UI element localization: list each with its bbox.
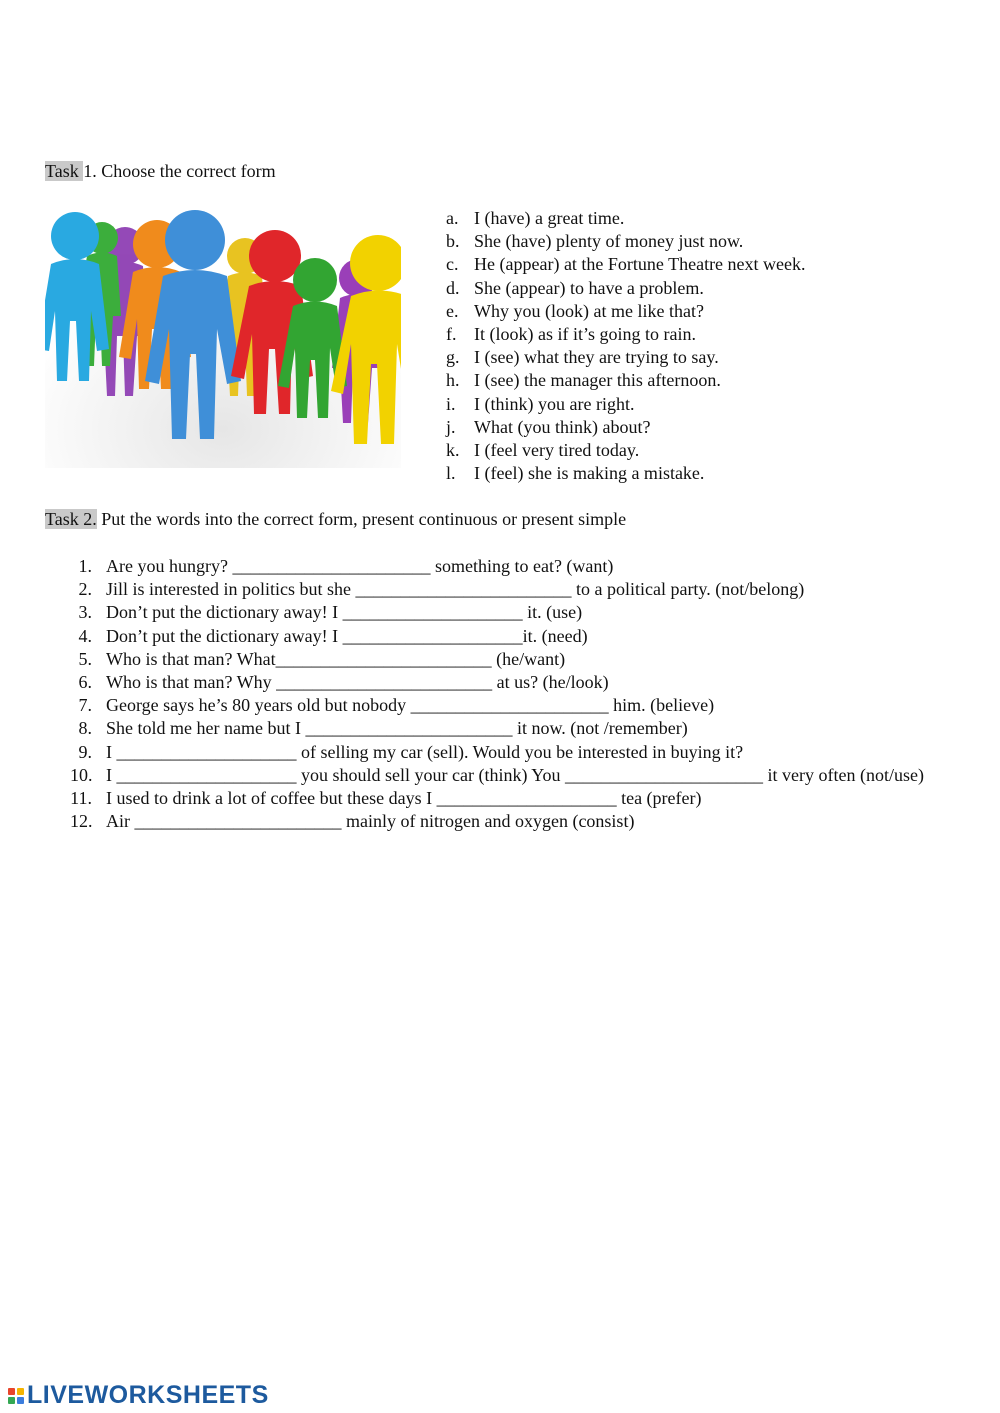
task2-item	[70, 578, 960, 601]
task2-item	[70, 810, 960, 833]
item-letter: i.	[446, 393, 456, 414]
task2-title-text: Put the words into the correct form, present continuous or present simple	[96, 509, 627, 529]
task1-title-text: 1. Choose the correct form	[83, 161, 276, 181]
task2-item	[70, 741, 960, 764]
item-number: 10.	[70, 764, 93, 785]
item-number: 6.	[78, 672, 92, 693]
task1-item	[440, 230, 806, 253]
task1-item	[440, 416, 806, 439]
item-text: Air _______________________ mainly of nitrogen and oxygen (consist)	[106, 811, 635, 832]
item-text: Jill is interested in politics but she ________________________ to a political party. (not/belong)	[106, 579, 805, 600]
item-number: 4.	[78, 625, 92, 646]
task2-title	[45, 508, 626, 530]
item-text: Don’t put the dictionary away! I ____________________ it. (use)	[106, 602, 583, 623]
item-number: 7.	[78, 695, 92, 716]
item-text: She (have) plenty of money just now.	[474, 231, 744, 252]
item-letter: f.	[446, 323, 457, 344]
item-text: I used to drink a lot of coffee but these days I ____________________ tea (prefer)	[106, 788, 702, 809]
item-text: Are you hungry? ______________________ something to eat? (want)	[106, 556, 614, 576]
task2-item	[70, 601, 960, 624]
task2-item	[70, 694, 960, 717]
item-number: 12.	[70, 811, 93, 832]
item-letter: a.	[446, 208, 459, 228]
item-number: 2.	[78, 579, 92, 600]
item-letter: l.	[446, 463, 456, 484]
task1-title	[45, 160, 276, 182]
item-text: I ____________________ you should sell your car (think) You ______________________ it very often (not/use)	[106, 764, 924, 785]
item-text: I (think) you are right.	[474, 393, 635, 414]
item-letter: k.	[446, 439, 460, 460]
item-letter: e.	[446, 300, 459, 321]
item-text: It (look) as if it’s going to rain.	[474, 323, 696, 344]
colorful-people-image	[45, 208, 401, 468]
item-letter: j.	[446, 416, 456, 437]
item-text: Don’t put the dictionary away! I ____________________it. (need)	[106, 625, 588, 646]
item-letter: c.	[446, 254, 459, 275]
logo-block	[8, 1397, 15, 1404]
task1-item	[440, 346, 806, 369]
logo-text: LIVEWORKSHEETS	[27, 1381, 269, 1409]
task2-title-highlight: Task 2.	[45, 509, 97, 529]
logo-block	[17, 1388, 24, 1395]
liveworksheets-logo[interactable]	[8, 1381, 269, 1410]
item-letter: d.	[446, 277, 460, 298]
task1-item	[440, 462, 806, 485]
item-text: Who is that man? Why ________________________ at us? (he/look)	[106, 672, 609, 693]
item-text: He (appear) at the Fortune Theatre next week.	[474, 254, 806, 275]
item-number: 5.	[78, 648, 92, 669]
item-letter: b.	[446, 231, 460, 252]
task1-item	[440, 300, 806, 323]
logo-block	[17, 1397, 24, 1404]
item-number: 8.	[78, 718, 92, 739]
item-text: I (see) the manager this afternoon.	[474, 370, 721, 391]
task1-item	[440, 393, 806, 416]
item-text: I (feel very tired today.	[474, 439, 640, 460]
item-text: What (you think) about?	[474, 416, 651, 437]
task1-item	[440, 253, 806, 276]
logo-block	[8, 1388, 15, 1395]
task1-title-highlight: Task	[45, 161, 84, 181]
item-number: 11.	[70, 788, 92, 809]
item-text: I ____________________ of selling my car (sell). Would you be interested in buying it?	[106, 741, 744, 762]
task2-item	[70, 787, 960, 810]
task2-item	[70, 671, 960, 694]
task2-item	[70, 648, 960, 671]
task2-item	[70, 717, 960, 740]
item-text: I (feel) she is making a mistake.	[474, 463, 705, 484]
item-text: Who is that man? What________________________ (he/want)	[106, 648, 566, 669]
task2-item	[70, 555, 960, 578]
item-text: George says he’s 80 years old but nobody ______________________ him. (believe)	[106, 695, 715, 716]
item-text: She (appear) to have a problem.	[474, 277, 704, 298]
item-letter: g.	[446, 347, 460, 368]
item-text: I (see) what they are trying to say.	[474, 347, 719, 368]
logo-blocks-icon	[8, 1388, 24, 1404]
item-text: I (have) a great time.	[474, 208, 625, 228]
item-letter: h.	[446, 370, 460, 391]
task1-sentence-list	[440, 207, 806, 485]
item-number: 3.	[78, 602, 92, 623]
task1-item	[440, 323, 806, 346]
task2-item	[70, 764, 960, 787]
task1-item	[440, 439, 806, 462]
task1-item	[440, 369, 806, 392]
task1-item	[440, 277, 806, 300]
item-number: 9.	[78, 741, 92, 762]
item-number: 1.	[78, 556, 92, 576]
task2-item	[70, 625, 960, 648]
item-text: Why you (look) at me like that?	[474, 300, 704, 321]
task1-item	[440, 207, 806, 230]
item-text: She told me her name but I _______________________ it now. (not /remember)	[106, 718, 688, 739]
task2-exercise-list	[70, 555, 960, 833]
